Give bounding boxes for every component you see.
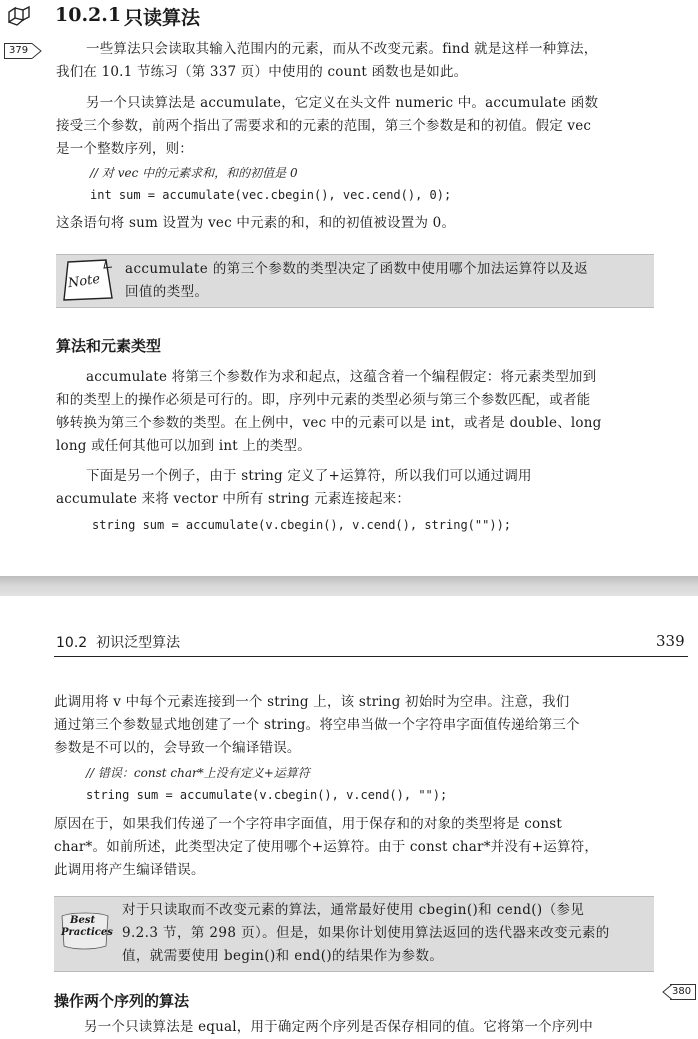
- section-number: 10.2.1: [55, 4, 122, 26]
- p2-paragraph-2-line-1: 原因在于，如果我们传递了一个字符串字面值，用于保存和的对象的类型将是 const: [54, 816, 563, 832]
- p2-paragraph-2-line-2: char*。如前所述，此类型决定了使用哪个+运算符。由于 const char*并没有+运算符，: [54, 839, 599, 855]
- best-label-1: Best: [70, 915, 96, 926]
- p2-code-line: string sum = accumulate(v.cbegin(), v.cend(), "");: [86, 788, 448, 802]
- p2-paragraph-1-line-2: 通过第三个参数显式地创建了一个 string。将空串当做一个字符串字面值传递给第三个: [54, 717, 580, 733]
- best-line-2: 9.2.3 节，第 298 页）。但是，如果你计划使用算法返回的迭代器来改变元素的: [122, 925, 610, 941]
- page-lower: [0, 596, 698, 1035]
- running-head: 10.2 初识泛型算法: [56, 635, 181, 651]
- best-line-1: 对于只读取而不改变元素的算法，通常最好使用 cbegin()和 cend()（参见: [122, 902, 585, 918]
- paragraph-2-line-2: 接受三个参数，前两个指出了需要求和的元素的范围，第三个参数是和的初值。假定 vec: [56, 118, 592, 134]
- p2-subsection-title: 操作两个序列的算法: [54, 992, 190, 1010]
- paragraph-2-line-1: 另一个只读算法是 accumulate，它定义在头文件 numeric 中。accumulate 函数: [86, 95, 599, 111]
- paragraph-5-line-1: 下面是另一个例子，由于 string 定义了+运算符，所以我们可以通过调用: [86, 468, 532, 484]
- paragraph-4-line-3: 够转换为第三个参数的类型。在上例中，vec 中的元素可以是 int，或者是 double、long: [56, 415, 602, 431]
- p2-paragraph-1-line-1: 此调用将 v 中每个元素连接到一个 string 上，该 string 初始时为空串。注意，我们: [54, 694, 570, 710]
- section-marker-icon: [6, 4, 32, 28]
- p2-paragraph-3-partial: 另一个只读算法是 equal，用于确定两个序列是否保存相同的值。它将第一个序列中: [84, 1019, 593, 1035]
- paragraph-1-line-2: 我们在 10.1 节练习（第 337 页）中使用的 count 函数也是如此。: [56, 64, 468, 80]
- margin-arrow-icon: [32, 43, 42, 59]
- note-line-1: accumulate 的第三个参数的类型决定了函数中使用哪个加法运算符以及返: [125, 261, 589, 277]
- margin-page-ref: 379: [4, 43, 32, 59]
- note-line-2: 回值的类型。: [125, 284, 209, 300]
- best-line-3: 值，就需要使用 begin()和 end()的结果作为参数。: [122, 948, 444, 964]
- paragraph-3: 这条语句将 sum 设置为 vec 中元素的和，和的初值被设置为 0。: [56, 215, 456, 231]
- note-label: Note: [67, 271, 102, 292]
- paragraph-4-line-4: long 或任何其他可以加到 int 上的类型。: [56, 438, 311, 454]
- page-number: 339: [656, 632, 685, 650]
- code-comment-1: // 对 vec 中的元素求和，和的初值是 0: [90, 166, 298, 180]
- paragraph-1-line-1: 一些算法只会读取其输入范围内的元素，而从不改变元素。find 就是这样一种算法，: [86, 41, 598, 57]
- paragraph-2-line-3: 是一个整数序列，则：: [56, 141, 193, 157]
- p2-paragraph-2-line-3: 此调用将产生编译错误。: [54, 862, 205, 878]
- p2-margin-page-ref: 380: [670, 984, 696, 1000]
- p2-paragraph-1-line-3: 参数是不可以的，会导致一个编译错误。: [54, 740, 301, 756]
- subsection-title: 算法和元素类型: [56, 337, 162, 355]
- best-label-2: Practices: [61, 927, 113, 938]
- paragraph-4-line-1: accumulate 将第三个参数作为求和起点，这蕴含着一个编程假定：将元素类型加到: [86, 369, 597, 385]
- code-line-2: string sum = accumulate(v.cbegin(), v.cend(), string(""));: [92, 518, 512, 532]
- header-rule: [54, 656, 688, 657]
- p2-code-comment: // 错误：const char*上没有定义+运算符: [86, 766, 310, 780]
- paragraph-4-line-2: 和的类型上的操作必须是可行的。即，序列中元素的类型必须与第三个参数匹配，或者能: [56, 392, 591, 408]
- paragraph-5-line-2: accumulate 来将 vector 中所有 string 元素连接起来：: [56, 491, 411, 507]
- section-title: 只读算法: [124, 7, 201, 29]
- code-line-1: int sum = accumulate(vec.cbegin(), vec.cend(), 0);: [90, 188, 452, 202]
